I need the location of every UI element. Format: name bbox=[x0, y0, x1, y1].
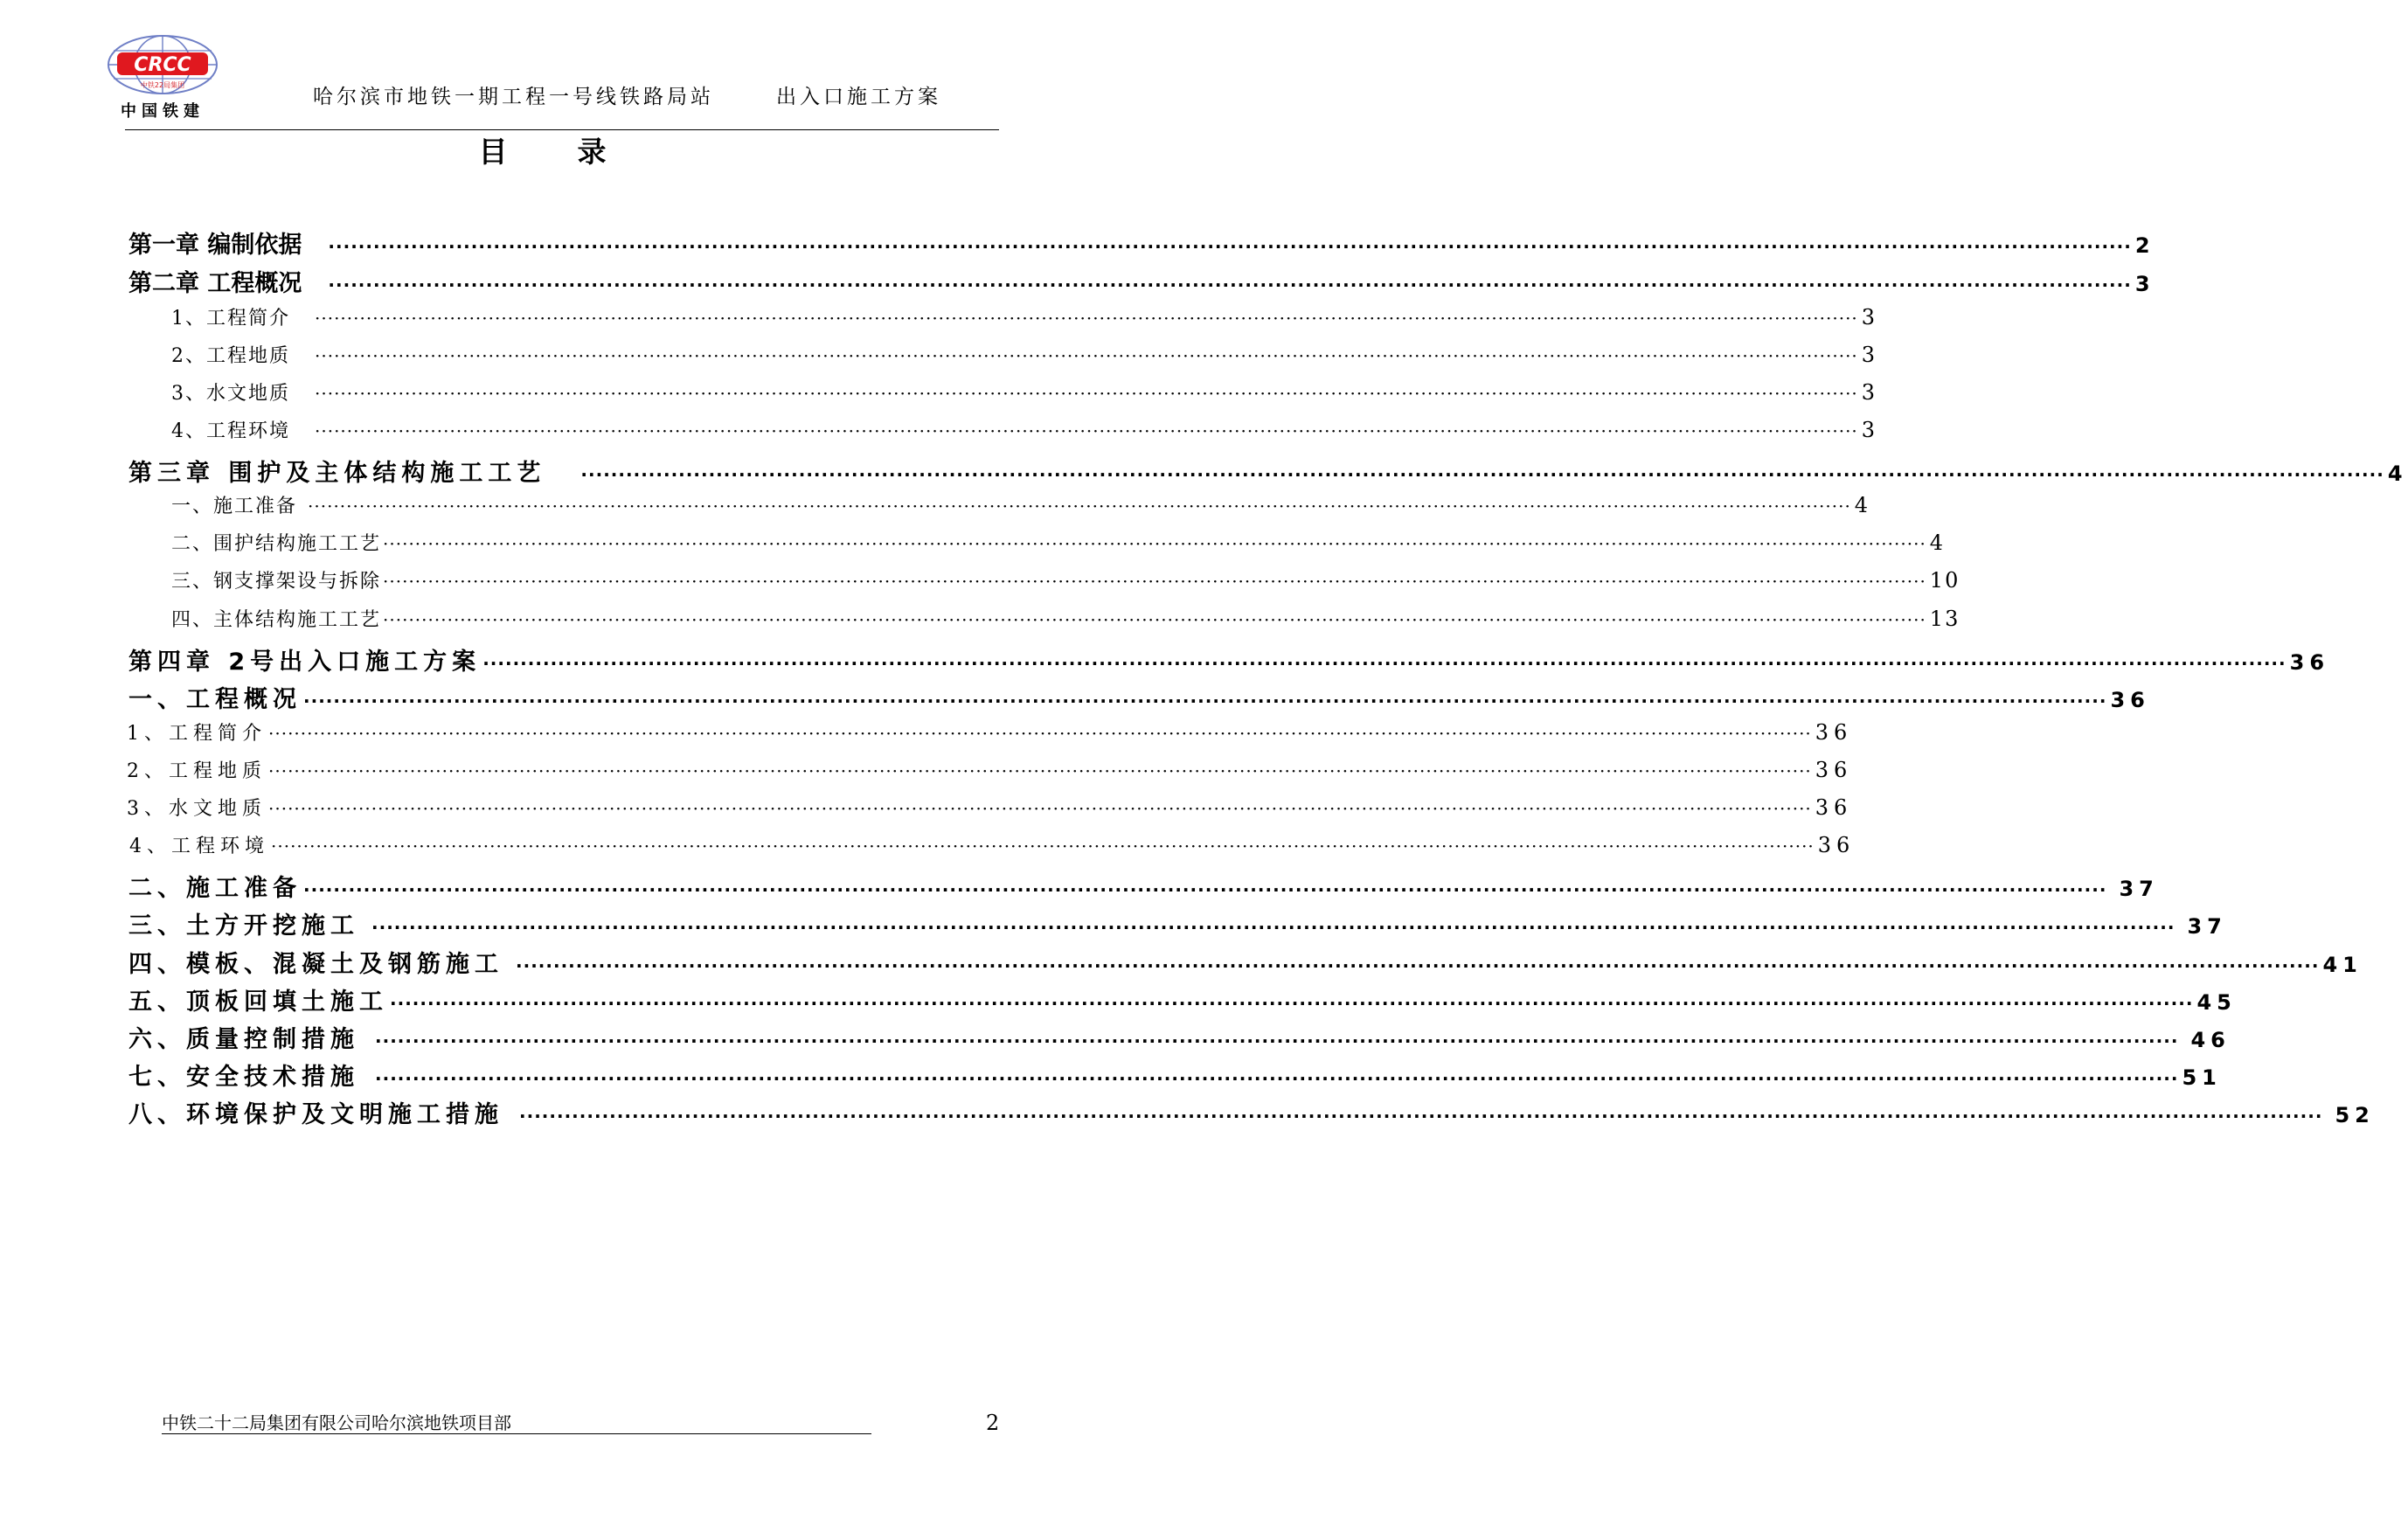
toc-leader-dots: ················································································································································································································································ bbox=[268, 723, 1812, 744]
toc-leader-dots: ················································································································································································································································ bbox=[328, 236, 2132, 257]
toc-entry-page: 36 bbox=[2289, 650, 2330, 675]
toc-entry-label: 二、围护结构施工工艺 bbox=[171, 533, 382, 555]
toc-entry[interactable] bbox=[171, 303, 1877, 338]
toc-entry-label: 3、水文地质 bbox=[171, 383, 290, 405]
toc-leader-dots: ················································································································································································································································ bbox=[303, 879, 2107, 900]
toc-entry[interactable] bbox=[128, 1095, 2375, 1130]
toc-entry-page: 36 bbox=[2110, 688, 2150, 712]
toc-entry[interactable] bbox=[129, 831, 1856, 866]
toc-leader-dots: ················································································································································································································································ bbox=[390, 993, 2194, 1014]
toc-entry-page: 3 bbox=[1861, 380, 1877, 405]
toc-entry-page: 4 bbox=[1929, 531, 1946, 555]
toc-entry-page: 3 bbox=[2134, 272, 2150, 296]
toc-entry[interactable] bbox=[128, 642, 2330, 677]
toc-entry[interactable] bbox=[127, 756, 1853, 791]
toc-entry-page: 45 bbox=[2196, 990, 2237, 1015]
toc-leader-dots: ················································································································································································································································ bbox=[308, 496, 1851, 517]
toc-leader-dots: ················································································································································································································································ bbox=[482, 653, 2287, 674]
footer-rule bbox=[162, 1433, 871, 1434]
toc-entry-page: 52 bbox=[2335, 1103, 2375, 1127]
toc-entry[interactable] bbox=[171, 529, 1946, 564]
toc-entry[interactable] bbox=[171, 566, 1960, 601]
toc-entry[interactable] bbox=[128, 225, 2150, 260]
toc-entry-page: 41 bbox=[2322, 953, 2363, 977]
toc-entry[interactable] bbox=[128, 1058, 2222, 1093]
toc-entry-page: 3 bbox=[1861, 343, 1877, 367]
toc-entry-page: 36 bbox=[1817, 833, 1856, 857]
toc-entry-page: 3 bbox=[1861, 305, 1877, 329]
toc-leader-dots: ················································································································································································································································ bbox=[268, 798, 1812, 819]
toc-entry[interactable] bbox=[128, 1020, 2231, 1055]
toc-entry[interactable] bbox=[171, 605, 1960, 640]
toc-entry-label: 3、水文地质 bbox=[127, 798, 267, 820]
toc-entry[interactable] bbox=[128, 906, 2227, 941]
toc-entry-label: 第四章 2号出入口施工方案 bbox=[128, 649, 482, 676]
toc-entry[interactable] bbox=[171, 378, 1877, 413]
toc-entry[interactable] bbox=[128, 680, 2150, 715]
toc-entry[interactable] bbox=[128, 945, 2363, 980]
toc-entry[interactable] bbox=[128, 982, 2237, 1017]
toc-leader-dots: ················································································································································································································································ bbox=[303, 690, 2107, 711]
toc-entry[interactable] bbox=[171, 416, 1877, 451]
toc-entry-label: 一、施工准备 bbox=[171, 496, 298, 517]
toc-entry[interactable] bbox=[171, 341, 1877, 376]
toc-entry-label: 第三章 围护及主体结构施工工艺 bbox=[128, 460, 546, 487]
toc-leader-dots: ················································································································································································································································ bbox=[315, 345, 1858, 366]
toc-leader-dots: ················································································································································································································································ bbox=[315, 383, 1858, 404]
toc-leader-dots: ················································································································································································································································ bbox=[268, 760, 1812, 781]
toc-entry-page: 37 bbox=[2187, 914, 2227, 939]
toc-leader-dots: ················································································································································································································································ bbox=[375, 1068, 2179, 1089]
toc-entry[interactable] bbox=[128, 869, 2159, 904]
toc-entry-label: 七、安全技术措施 bbox=[128, 1064, 359, 1091]
toc-leader-dots: ················································································································································································································································ bbox=[315, 308, 1858, 329]
toc-entry-label: 2、工程地质 bbox=[127, 760, 267, 782]
toc-leader-dots: ················································································································································································································································ bbox=[516, 955, 2320, 976]
toc-entry-page: 2 bbox=[2134, 233, 2150, 258]
toc-entry[interactable] bbox=[127, 794, 1853, 829]
footer-department: 哈尔滨地铁项目部 bbox=[371, 1412, 511, 1433]
toc-leader-dots: ················································································································································································································································ bbox=[383, 571, 1926, 592]
header-doc-name: 出入口施工方案 bbox=[776, 86, 941, 108]
footer-company-name: 中铁二十二局集团有限公司 bbox=[162, 1412, 371, 1433]
toc-entry-label: 第二章 工程概况 bbox=[128, 270, 302, 297]
toc-entry-label: 一、工程概况 bbox=[128, 686, 302, 713]
toc-leader-dots: ················································································································································································································································ bbox=[383, 533, 1926, 554]
toc-title: 目录 bbox=[478, 135, 677, 169]
header-title: 哈尔滨市地铁一期工程一号线铁路局站 bbox=[313, 86, 714, 108]
toc-leader-dots: ················································································································································································································································ bbox=[315, 420, 1858, 441]
toc-leader-dots: ················································································································································································································································ bbox=[271, 836, 1815, 857]
toc-entry-label: 1、工程简介 bbox=[127, 723, 267, 745]
toc-entry-page: 3 bbox=[1861, 418, 1877, 442]
toc-entry-page: 4 bbox=[2387, 461, 2408, 486]
toc-entry-label: 三、钢支撑架设与拆除 bbox=[171, 571, 382, 593]
toc-entry-label: 第一章 编制依据 bbox=[128, 232, 302, 259]
toc-entry-page: 46 bbox=[2190, 1028, 2231, 1052]
toc-entry-page: 37 bbox=[2119, 877, 2159, 901]
toc-entry[interactable] bbox=[128, 454, 2408, 489]
toc-entry-label: 4、工程环境 bbox=[171, 420, 290, 442]
toc-entry-label: 四、主体结构施工工艺 bbox=[171, 609, 382, 631]
toc-entry[interactable] bbox=[128, 264, 2150, 299]
footer-page-number: 2 bbox=[986, 1411, 1000, 1435]
toc-entry-page: 4 bbox=[1854, 493, 1870, 517]
toc-entry-page: 51 bbox=[2182, 1065, 2222, 1090]
footer-company bbox=[162, 1409, 511, 1434]
toc-entry-page: 10 bbox=[1929, 568, 1960, 593]
svg-text:CRCC: CRCC bbox=[134, 54, 191, 76]
toc-entry-label: 2、工程地质 bbox=[171, 345, 290, 367]
logo-text: 中国铁建 bbox=[121, 102, 205, 121]
svg-text:中铁22局集团: 中铁22局集团 bbox=[140, 81, 185, 89]
toc-entry-label: 五、顶板回填土施工 bbox=[128, 988, 388, 1016]
toc-entry-label: 三、土方开挖施工 bbox=[128, 912, 359, 940]
toc-entry-label: 4、工程环境 bbox=[129, 836, 269, 857]
toc-entry-label: 四、模板、混凝土及钢筋施工 bbox=[128, 951, 503, 978]
toc-leader-dots: ················································································································································································································································ bbox=[580, 464, 2384, 485]
toc-entry-page: 36 bbox=[1815, 720, 1853, 745]
toc-entry[interactable] bbox=[127, 718, 1853, 753]
toc-leader-dots: ················································································································································································································································ bbox=[375, 1030, 2179, 1051]
toc-leader-dots: ················································································································································································································································ bbox=[328, 274, 2132, 295]
toc-entry-page: 36 bbox=[1815, 758, 1853, 782]
toc-entry-label: 六、质量控制措施 bbox=[128, 1026, 359, 1053]
toc-leader-dots: ················································································································································································································································ bbox=[371, 917, 2176, 938]
toc-entry-label: 1、工程简介 bbox=[171, 308, 290, 329]
toc-entry-page: 13 bbox=[1929, 607, 1960, 631]
toc-entry-page: 36 bbox=[1815, 795, 1853, 820]
toc-entry-label: 二、施工准备 bbox=[128, 875, 302, 902]
toc-leader-dots: ················································································································································································································································ bbox=[383, 609, 1926, 630]
toc-entry-label: 八、环境保护及文明施工措施 bbox=[128, 1101, 503, 1128]
toc-leader-dots: ················································································································································································································································ bbox=[519, 1106, 2323, 1127]
toc-entry[interactable] bbox=[171, 491, 1870, 526]
